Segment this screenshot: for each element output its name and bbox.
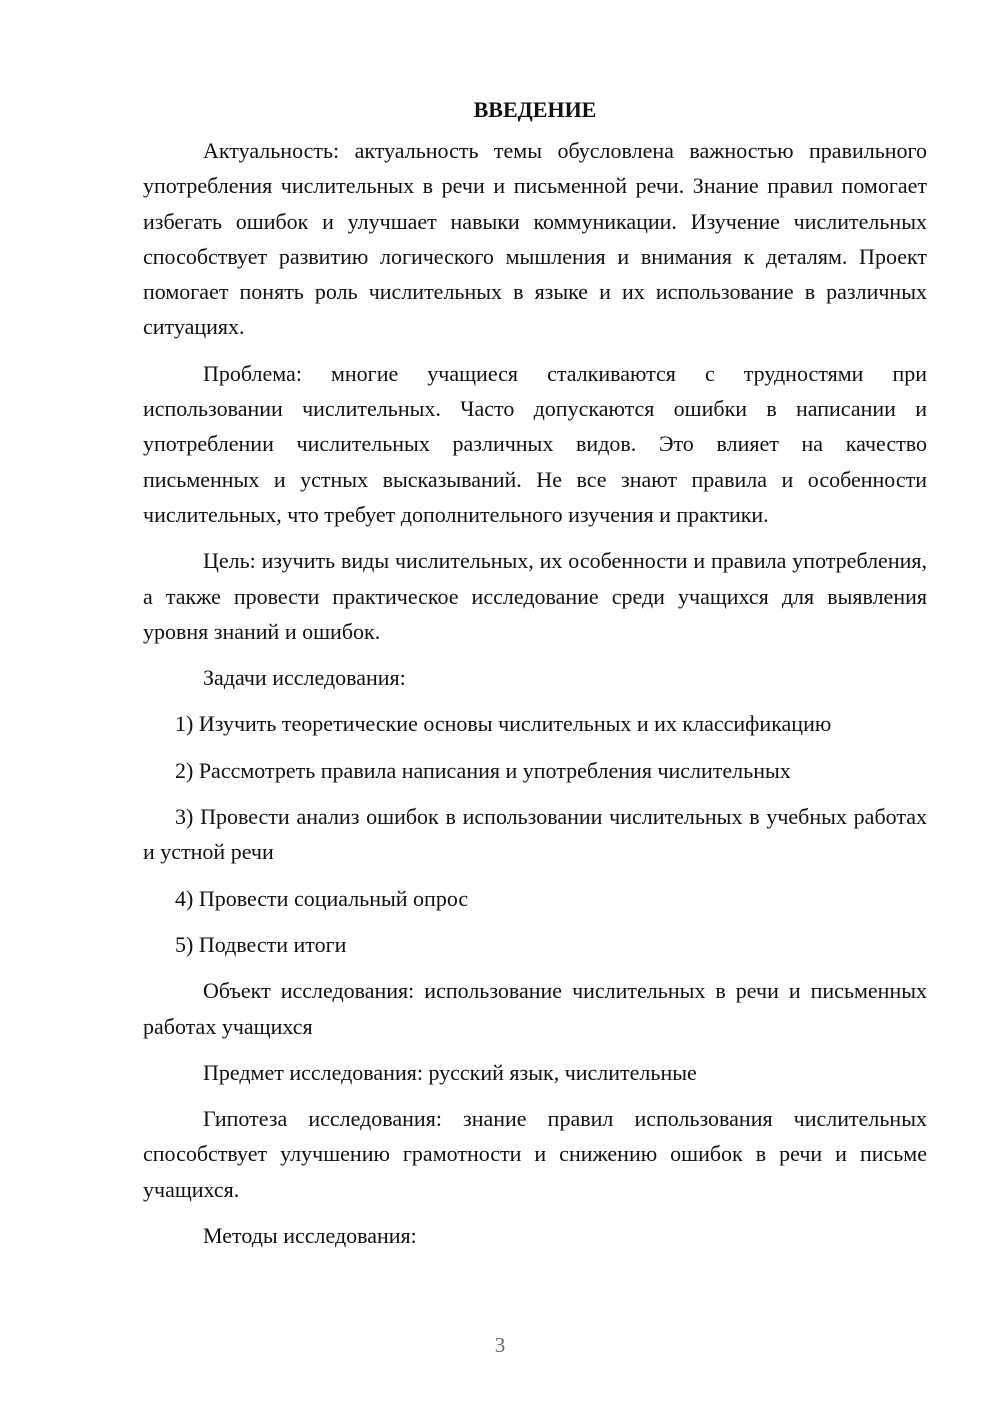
page-number: 3 (494, 1333, 506, 1357)
tasks-heading: Задачи исследования: (203, 665, 406, 691)
problem-paragraph: Проблема: многие учащиеся сталкиваются с трудностями при использовании числительных. Часто допускаются ошибки в написании и употреблении числительных различных видов. Это влияет на качество письменных и устных высказываний. Не все знают правила и особенности числительных, что требует дополнительного изучения и практики. (143, 360, 927, 527)
page-body (143, 92, 927, 1264)
task-item-5: 5) Подвести итоги (175, 931, 347, 957)
goal-paragraph: Цель: изучить виды числительных, их особенности и правила употребления, а также провести практическое исследование среди учащихся для выявления уровня знаний и ошибок. (143, 548, 927, 644)
task-item-1: 1) Изучить теоретические основы числительных и их классификацию (175, 711, 832, 737)
methods-heading: Методы исследования: (203, 1223, 417, 1249)
research-object-paragraph: Объект исследования: использование числительных в речи и письменных работах учащихся (143, 978, 927, 1039)
research-subject-paragraph: Предмет исследования: русский язык, числительные (203, 1059, 697, 1085)
page-title: ВВЕДЕНИЕ (473, 97, 597, 122)
research-hypothesis-paragraph: Гипотеза исследования: знание правил использования числительных способствует улучшению грамотности и снижению ошибок в речи и письме учащихся. (143, 1106, 927, 1202)
task-item-3: 3) Провести анализ ошибок в использовании числительных в учебных работах и устной речи (143, 804, 927, 865)
task-item-2: 2) Рассмотреть правила написания и употребления числительных (175, 757, 791, 783)
relevance-paragraph: Актуальность: актуальность темы обусловлена важностью правильного употребления числительных в речи и письменной речи. Знание правил помогает избегать ошибок и улучшает навыки коммуникации. Изучение числительных способствует развитию логического мышления и внимания к деталям. Проект помогает понять роль числительных в языке и их использование в различных ситуациях. (143, 138, 927, 340)
task-item-4: 4) Провести социальный опрос (175, 885, 469, 911)
